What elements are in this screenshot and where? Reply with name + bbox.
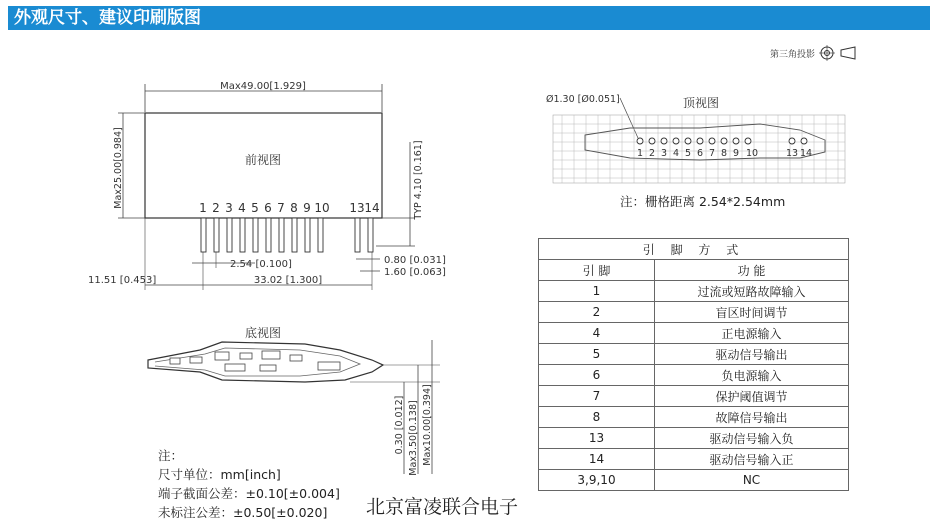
front-pin-label: 14: [364, 201, 380, 215]
top-pin-label: 4: [672, 148, 680, 159]
top-pin-label: 6: [696, 148, 704, 159]
front-pin-label: 4: [238, 201, 246, 215]
front-pin-label: 9: [303, 201, 311, 215]
pin-cell: 7: [539, 386, 655, 407]
pin-function-table: [538, 238, 849, 491]
pin-cell: 8: [539, 407, 655, 428]
top-pin-label: 1: [636, 148, 644, 159]
bottom-view-title: 底视图: [244, 326, 282, 340]
table-row: [539, 470, 849, 491]
front-pin-label: 13: [349, 201, 365, 215]
function-cell: 盲区时间调节: [655, 302, 849, 323]
pin-cell: 4: [539, 323, 655, 344]
table-row: [539, 449, 849, 470]
function-cell: 负电源输入: [655, 365, 849, 386]
front-typ-height-label: TYP 4.10 [0.161]: [413, 140, 424, 220]
front-pin-offset-label: 1.60 [0.063]: [384, 267, 446, 278]
top-view: [546, 94, 845, 183]
notes-block: [158, 446, 340, 522]
function-cell: 保护阈值调节: [655, 386, 849, 407]
top-pin-label: 10: [745, 148, 759, 159]
front-pin-label: 5: [251, 201, 259, 215]
top-pin-label: 8: [720, 148, 728, 159]
front-span-label: 33.02 [1.300]: [253, 275, 323, 286]
table-row: [539, 323, 849, 344]
front-pin-width-label: 0.80 [0.031]: [384, 255, 446, 266]
table-row: [539, 386, 849, 407]
projection-label: 第三角投影: [770, 49, 816, 60]
function-cell: NC: [655, 470, 849, 491]
notes-general-tolerance: 未标注公差：±0.50[±0.020]: [158, 505, 328, 520]
pin-cell: 13: [539, 428, 655, 449]
function-cell: 驱动信号输入负: [655, 428, 849, 449]
pin-cell: 2: [539, 302, 655, 323]
function-cell: 故障信号输出: [655, 407, 849, 428]
front-max-height-label: Max25.00[0.984]: [113, 127, 124, 209]
front-pitch-label: 2.54 [0.100]: [230, 259, 292, 270]
top-pin-label: 14: [799, 148, 813, 159]
top-pin-label: 5: [684, 148, 692, 159]
column-header-pin: 引 脚: [539, 260, 655, 281]
front-pin-label: 8: [290, 201, 298, 215]
notes-label: 注：: [158, 448, 184, 463]
notes-unit-line: 尺寸单位：mm[inch]: [158, 467, 281, 482]
top-pin-label: 13: [785, 148, 799, 159]
table-row: [539, 365, 849, 386]
front-view: [88, 81, 446, 290]
table-row: [539, 428, 849, 449]
bottom-dim-c-label: Max10.00[0.394]: [422, 384, 433, 466]
bottom-components: [170, 351, 340, 371]
table-header-row: [539, 260, 849, 281]
pin-cell: 1: [539, 281, 655, 302]
top-pin-label: 3: [660, 148, 668, 159]
top-pin-label: 9: [732, 148, 740, 159]
front-pin-label: 7: [277, 201, 285, 215]
front-pin-label: 10: [314, 201, 330, 215]
pin-cell: 3,9,10: [539, 470, 655, 491]
bottom-dim-b-label: Max3.50[0.138]: [408, 400, 419, 476]
table-row: [539, 344, 849, 365]
grid-note: 注：栅格距离 2.54*2.54mm: [620, 194, 786, 209]
table-row: [539, 407, 849, 428]
table-title: 引 脚 方 式: [539, 239, 849, 260]
top-pin-label: 7: [708, 148, 716, 159]
column-header-function: 功 能: [655, 260, 849, 281]
function-cell: 驱动信号输出: [655, 344, 849, 365]
front-pin-label: 3: [225, 201, 233, 215]
table-row: [539, 302, 849, 323]
notes-terminal-tolerance: 端子截面公差：±0.10[±0.004]: [158, 486, 340, 501]
top-pads: [637, 138, 807, 144]
front-left-offset-label: 11.51 [0.453]: [88, 275, 157, 286]
company-watermark: 北京富凌联合电子: [366, 496, 519, 518]
table-row: [539, 281, 849, 302]
top-pin-label: 2: [648, 148, 656, 159]
table-title-row: [539, 239, 849, 260]
bottom-dim-a-label: 0.30 [0.012]: [394, 395, 405, 455]
function-cell: 驱动信号输入正: [655, 449, 849, 470]
top-view-title: 顶视图: [683, 96, 720, 110]
function-cell: 正电源输入: [655, 323, 849, 344]
pin-cell: 14: [539, 449, 655, 470]
front-pin-label: 1: [199, 201, 207, 215]
front-pin-label: 6: [264, 201, 272, 215]
function-cell: 过流或短路故障输入: [655, 281, 849, 302]
front-pins: [201, 218, 373, 252]
front-pin-label: 2: [212, 201, 220, 215]
pin-cell: 5: [539, 344, 655, 365]
top-hole-label: Ø1.30 [Ø0.051]: [546, 94, 620, 105]
front-max-width-label: Max49.00[1.929]: [220, 81, 306, 92]
front-view-title: 前视图: [244, 153, 282, 167]
section-title: 外观尺寸、建议印刷版图: [14, 8, 201, 28]
pin-cell: 6: [539, 365, 655, 386]
